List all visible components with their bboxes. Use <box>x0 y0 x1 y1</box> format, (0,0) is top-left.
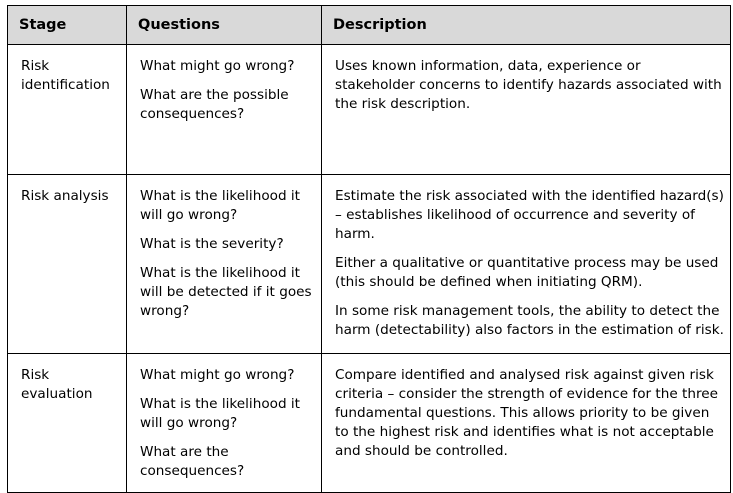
description-cell <box>322 45 731 175</box>
question-text: What is the likelihood it will go wrong? <box>140 396 301 431</box>
risk-management-table <box>7 5 731 493</box>
table-header <box>8 6 731 45</box>
question-text: What is the severity? <box>140 236 284 252</box>
description-text: Either a qualitative or quantitative process may be used (this should be defined when initiating QRM). <box>335 255 719 290</box>
header-stage: Stage <box>8 6 127 45</box>
question-text: What are the possible consequences? <box>140 87 289 122</box>
table-row-risk-analysis <box>8 175 731 354</box>
table-row-risk-evaluation <box>8 354 731 493</box>
questions-cell <box>127 354 322 493</box>
stage-cell <box>8 175 127 354</box>
header-row <box>8 6 731 45</box>
description-text: Uses known information, data, experience or stakeholder concerns to identify hazards associated with the risk description. <box>335 58 722 112</box>
table-body <box>8 45 731 493</box>
stage-label: Risk identification <box>21 58 110 93</box>
stage-cell <box>8 354 127 493</box>
header-description: Description <box>322 6 731 45</box>
stage-label: Risk analysis <box>21 188 109 204</box>
question-text: What is the likelihood it will be detected if it goes wrong? <box>140 265 312 319</box>
question-text: What might go wrong? <box>140 367 295 383</box>
header-questions: Questions <box>127 6 322 45</box>
questions-cell <box>127 45 322 175</box>
description-cell <box>322 175 731 354</box>
table-row-risk-identification <box>8 45 731 175</box>
stage-label: Risk evaluation <box>21 367 93 402</box>
question-text: What might go wrong? <box>140 58 295 74</box>
description-cell <box>322 354 731 493</box>
description-text: In some risk management tools, the ability to detect the harm (detectability) also factors in the estimation of risk. <box>335 303 724 338</box>
stage-cell <box>8 45 127 175</box>
question-text: What is the likelihood it will go wrong? <box>140 188 301 223</box>
question-text: What are the consequences? <box>140 444 245 479</box>
questions-cell <box>127 175 322 354</box>
description-text: Compare identified and analysed risk against given risk criteria – consider the strength of evidence for the three fundamental questions. This allows priority to be given to the highest risk and identifies what is not acceptable and should be controlled. <box>335 367 719 459</box>
description-text: Estimate the risk associated with the identified hazard(s) – establishes likelihood of occurrence and severity of harm. <box>335 188 724 242</box>
